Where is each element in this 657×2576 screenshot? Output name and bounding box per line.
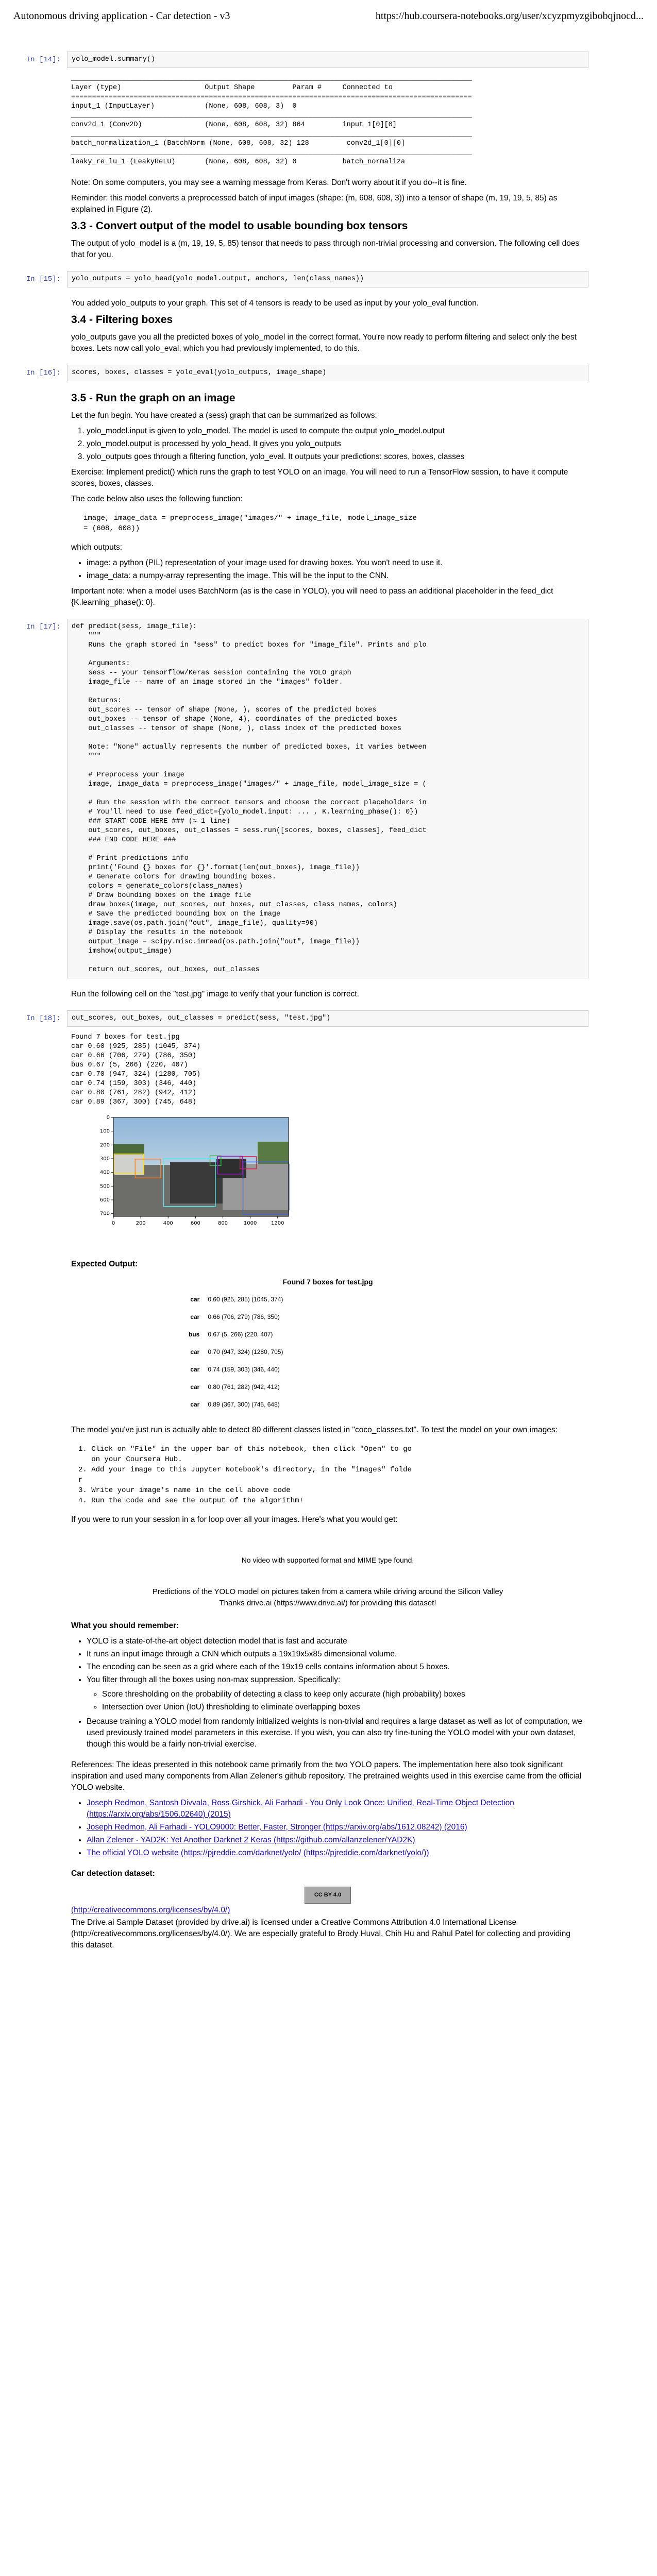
list-item: ◦ Score thresholding on the probability of detecting a class to keep only accurate (high probability) boxes (102, 1689, 584, 1700)
notebook-cells (26, 52, 588, 1961)
list-item (87, 1674, 584, 1713)
remember-heading: What you should remember: (71, 1621, 179, 1630)
y-tick-label: 700 (99, 1211, 110, 1217)
list-item: • image: a python (PIL) representation of your image used for drawing boxes. You won't need to use it. (87, 557, 584, 569)
reference-link[interactable] (87, 1835, 584, 1846)
expected-class: car (190, 1296, 200, 1303)
reference-link-text[interactable]: Joseph Redmon, Santosh Divvala, Ross Girshick, Ali Farhadi - You Only Look Once: Unified, Real-Time Object Detection (https://arxiv.org/abs/1506.02640) (2015) (87, 1799, 514, 1819)
x-tick-label: 400 (163, 1221, 173, 1226)
paragraph-3-4: yolo_outputs gave you all the predicted boxes of yolo_model in the correct format. You're now ready to perform filtering and select only the best boxes. Lets now call yolo_eval, which you had previously implemented, to do this. (71, 333, 577, 353)
expected-value: 0.80 (761, 282) (942, 412) (208, 1383, 280, 1391)
graph-steps-list (71, 426, 584, 463)
y-tick-label: 400 (99, 1170, 110, 1176)
list-item-text: You filter through all the boxes using non-max suppression. Specifically: (87, 1675, 341, 1684)
page-title: Autonomous driving application - Car detection - v3 (13, 10, 230, 22)
y-tick-label: 500 (99, 1183, 110, 1190)
code-cell-17[interactable] (26, 619, 588, 978)
dataset-heading: Car detection dataset: (71, 1869, 155, 1878)
list-item: • The encoding can be seen as a grid where each of the 19x19 cells contains information about 5 boxes. (87, 1662, 584, 1673)
cell-prompt: In [16]: (26, 369, 61, 377)
cc-license-link[interactable] (71, 1905, 584, 1916)
markdown-cell (67, 385, 588, 615)
code-cell-15[interactable] (26, 271, 588, 287)
y-tick-label: 100 (99, 1128, 110, 1134)
video-caption: Predictions of the YOLO model on pictures taken from a camera while driving around the Silicon Valley (152, 1587, 503, 1596)
note-text: Note: On some computers, you may see a warning message from Keras. Don't worry about it if you do--it is fine. (71, 178, 467, 187)
cell-prompt: In [15]: (26, 275, 61, 283)
y-tick-label: 0 (106, 1115, 110, 1121)
reference-link[interactable] (87, 1798, 584, 1820)
section-heading-3-4: 3.4 - Filtering boxes (71, 314, 173, 326)
code-input[interactable]: yolo_model.summary() (67, 52, 588, 68)
x-tick-label: 200 (136, 1221, 146, 1226)
important-note: Important note: when a model uses BatchNorm (as is the case in YOLO), you will need to pass an additional placeholder in the feed_dict {K.learning_phase(): 0}. (71, 587, 553, 607)
markdown-cell (67, 982, 588, 1006)
output-cell-18 (67, 1031, 588, 1248)
expected-value: 0.60 (925, 285) (1045, 374) (208, 1296, 283, 1303)
expected-value: 0.67 (5, 266) (220, 407) (208, 1331, 273, 1338)
list-item: ◦ Intersection over Union (IoU) thresholding to eliminate overlapping boxes (102, 1702, 584, 1713)
expected-row (184, 1326, 287, 1343)
expected-output-heading: Expected Output: (71, 1260, 138, 1268)
loop-text: If you were to run your session in a for loop over all your images. Here's what you would get: (71, 1515, 398, 1524)
x-tick-label: 1000 (243, 1221, 257, 1226)
code-cell-14[interactable] (26, 52, 588, 68)
expected-class: car (190, 1366, 200, 1373)
page-url[interactable]: https://hub.coursera-notebooks.org/user/xcyzpmyzgibobqjnocd... (375, 10, 644, 22)
street-scene-image (113, 1117, 290, 1216)
x-tick-label: 0 (111, 1221, 115, 1226)
cell-prompt: In [14]: (26, 56, 61, 64)
run-cell-text: Run the following cell on the "test.jpg" image to verify that your function is correct. (71, 990, 359, 998)
uses-text: The code below also uses the following function: (71, 495, 243, 503)
list-item: • Because training a YOLO model from randomly initialized weights is non-trivial and requires a large dataset as well as lot of computation, we used previously trained model parameters in this exercise. If you wish, you can also try fine-tuning the YOLO model with your own dataset, though this would be a fairly non-trivial exercise. (87, 1716, 584, 1750)
expected-value: 0.74 (159, 303) (346, 440) (208, 1366, 280, 1373)
expected-table-title: Found 7 boxes for test.jpg (282, 1278, 373, 1286)
outputs-list (71, 557, 584, 582)
markdown-cell (67, 1252, 588, 1957)
expected-row (184, 1361, 287, 1378)
thanks-text: Thanks drive.ai (https://www.drive.ai/) for providing this dataset! (219, 1599, 436, 1607)
cell-prompt: In [17]: (26, 623, 61, 631)
cell-prompt: In [18]: (26, 1014, 61, 1023)
list-item: • It runs an input image through a CNN which outputs a 19x19x5x85 dimensional volume. (87, 1649, 584, 1660)
reference-link-text[interactable]: The official YOLO website (https://pjreddie.com/darknet/yolo/ (https://pjreddie.com/darknet/yolo/)) (87, 1849, 429, 1857)
expected-row (184, 1378, 287, 1396)
list-item: 1. yolo_model.input is given to yolo_model. The model is used to compute the output yolo_model.output (87, 426, 584, 437)
output-cell-14 (67, 72, 588, 167)
expected-output-table (184, 1291, 287, 1413)
references-text: References: The ideas presented in this notebook came primarily from the two YOLO papers. The implementation here also took significant inspiration and used many components from Allan Zelener's github repository. The pretrained weights used in this exercise came from the official YOLO website. (71, 1760, 582, 1792)
list-item: 2. yolo_model.output is processed by yolo_head. It gives you yolo_outputs (87, 438, 584, 450)
expected-class: car (190, 1348, 200, 1355)
dataset-license-text: The Drive.ai Sample Dataset (provided by drive.ai) is licensed under a Creative Commons Attribution 4.0 International License (http://creativecommons.org/licenses/by/4.0/). We are especially grateful to Brody Huval, Chih Hu and Rahul Patel for collecting and providing this dataset. (71, 1918, 570, 1950)
y-tick-label: 600 (99, 1197, 110, 1203)
list-item: 3. yolo_outputs goes through a filtering function, yolo_eval. It outputs your predictions: scores, boxes, classes (87, 451, 584, 463)
references-list (71, 1798, 584, 1859)
x-tick-label: 1200 (271, 1221, 284, 1226)
expected-row (184, 1291, 287, 1308)
code-input[interactable]: out_scores, out_boxes, out_classes = predict(sess, "test.jpg") (67, 1010, 588, 1027)
expected-class: car (190, 1313, 200, 1320)
expected-value: 0.66 (706, 279) (786, 350) (208, 1313, 280, 1320)
reminder-text: Reminder: this model converts a preprocessed batch of input images (shape: (m, 608, 608, 3)) into a tensor of shape (m, 19, 19, 5, 85) as explained in Figure (2). (71, 194, 558, 214)
expected-class: bus (189, 1331, 200, 1338)
expected-value: 0.89 (367, 300) (745, 648) (208, 1401, 280, 1408)
paragraph-3-5: Let the fun begin. You have created a (sess) graph that can be summarized as follows: (71, 411, 377, 420)
remember-list (71, 1636, 584, 1750)
just-ran-text: The model you've just run is actually able to detect 80 different classes listed in "coco_classes.txt". To test the model on your own images: (71, 1426, 558, 1434)
y-tick-label: 200 (99, 1142, 110, 1148)
code-input[interactable]: yolo_outputs = yolo_head(yolo_model.output, anchors, len(class_names)) (67, 271, 588, 287)
expected-value: 0.70 (947, 324) (1280, 705) (208, 1348, 283, 1355)
markdown-cell (67, 292, 588, 361)
expected-class: car (190, 1401, 200, 1408)
own-images-steps: 1. Click on "File" in the upper bar of this notebook, then click "Open" to go on your Coursera Hub. 2. Add your image to this Jupyter Notebook's directory, in the "images" folde r 3. Write your image's name in the cell above code 4. Run the code and see the output of the algorithm! (78, 1445, 412, 1505)
prediction-output: Found 7 boxes for test.jpg car 0.60 (925, 285) (1045, 374) car 0.66 (706, 279) (786, 350) bus 0.67 (5, 266) (220, 407) car 0.70 (947, 324) (1280, 705) car 0.74 (159, 303) (346, 440) car 0.80 (761, 282) (942, 412) car 0.89 (367, 300) (745, 648) (71, 1033, 201, 1106)
reference-link-text[interactable]: Joseph Redmon, Ali Farhadi - YOLO9000: Better, Faster, Stronger (https://arxiv.org/abs/1612.08242) (2016) (87, 1823, 467, 1832)
list-item: • image_data: a numpy-array representing the image. This will be the input to the CNN. (87, 570, 584, 582)
cc-license-link-text[interactable]: (http://creativecommons.org/licenses/by/4.0/) (71, 1906, 230, 1914)
y-tick-label: 300 (99, 1156, 110, 1162)
code-input[interactable]: def predict(sess, image_file): """ Runs the graph stored in "sess" to predict boxes for "image_file". Prints and plo Arguments: sess -- your tensorflow/Keras session containing the YOLO graph image_file -- name of an image stored in the "images" folder. Returns: out_scores -- tensor of shape (None, ), scores of the predicted boxes out_boxes -- tensor of shape (None, 4), coordinates of the predicted boxes out_classes -- tensor of shape (None, ), class index of the predicted boxes Note: "None" actually represents the number of predicted boxes, it varies between """ # Preprocess your image image, image_data = preprocess_image("images/" + image_file, model_image_size = ( # Run the session with the correct tensors and choose the correct placeholders in # You'll need to use feed_dict={yolo_model.input: ... , K.learning_phase(): 0}) ### START CODE HERE ### (≈ 1 line) out_scores, out_boxes, out_classes = sess.run([scores, boxes, classes], feed_dict ### END CODE HERE ### # Print predictions info print('Found {} boxes for {}'.format(len(out_boxes), image_file)) # Generate colors for drawing bounding boxes. colors = generate_colors(class_names) # Draw bounding boxes on the image file draw_boxes(image, out_scores, out_boxes, out_classes, class_names, colors) # Save the predicted bounding box on the image image.save(os.path.join("out", image_file), quality=90) # Display the results in the notebook output_image = scipy.misc.imread(os.path.join("out", image_file)) imshow(output_image) return out_scores, out_boxes, out_classes (67, 619, 588, 978)
outputs-text: which outputs: (71, 543, 123, 552)
expected-row (184, 1308, 287, 1326)
code-input[interactable]: scores, boxes, classes = yolo_eval(yolo_outputs, image_shape) (67, 365, 588, 381)
section-heading-3-3: 3.3 - Convert output of the model to usable bounding box tensors (71, 220, 408, 232)
section-heading-3-5: 3.5 - Run the graph on an image (71, 392, 235, 404)
cc-license-badge[interactable]: CC BY 4.0 (305, 1887, 351, 1904)
x-tick-label: 600 (190, 1221, 200, 1226)
plot-svg (93, 1113, 309, 1248)
x-tick-label: 800 (217, 1221, 228, 1226)
inline-code-block: image, image_data = preprocess_image("images/" + image_file, model_image_size = (608, 608)) (83, 514, 417, 533)
video-placeholder[interactable]: No video with supported format and MIME type found. (241, 1556, 414, 1564)
code-cell-16[interactable] (26, 365, 588, 381)
model-summary-output: ________________________________________________________________________________________________ Layer (type) Output Shape Param # Connected to ================================================================================================ input_1 (InputLayer) (None, 608, 608, 3) 0 ________________________________________________________________________________________________ conv2d_1 (Conv2D) (None, 608, 608, 32) 864 input_1[0][0] ________________________________________________________________________________________________ batch_normalization_1 (BatchNorm (None, 608, 608, 32) 128 conv2d_1[0][0] ________________________________________________________________________________________________ leaky_re_lu_1 (LeakyReLU) (None, 608, 608, 32) 0 batch_normaliza (71, 75, 472, 166)
list-item: • YOLO is a state-of-the-art object detection model that is fast and accurate (87, 1636, 584, 1647)
paragraph-3-3b: You added yolo_outputs to your graph. This set of 4 tensors is ready to be used as input by your yolo_eval function. (71, 299, 479, 308)
reference-link[interactable] (87, 1848, 584, 1859)
paragraph-3-3: The output of yolo_model is a (m, 19, 19, 5, 85) tensor that needs to pass through non-trivial processing and conversion. The following cell does that for you. (71, 239, 580, 259)
expected-row (184, 1396, 287, 1413)
markdown-cell (67, 171, 588, 267)
code-cell-18[interactable] (26, 1010, 588, 1027)
reference-link-text[interactable]: Allan Zelener - YAD2K: Yet Another Darknet 2 Keras (https://github.com/allanzelener/YAD2K) (87, 1836, 415, 1844)
nms-sublist (87, 1689, 584, 1713)
reference-link[interactable] (87, 1822, 584, 1833)
expected-class: car (190, 1383, 200, 1391)
expected-row (184, 1343, 287, 1361)
prediction-image-plot (93, 1113, 309, 1248)
print-header (13, 10, 644, 31)
exercise-text: Exercise: Implement predict() which runs the graph to test YOLO on an image. You will need to run a TensorFlow session, to have it compute scores, boxes, classes. (71, 468, 568, 488)
